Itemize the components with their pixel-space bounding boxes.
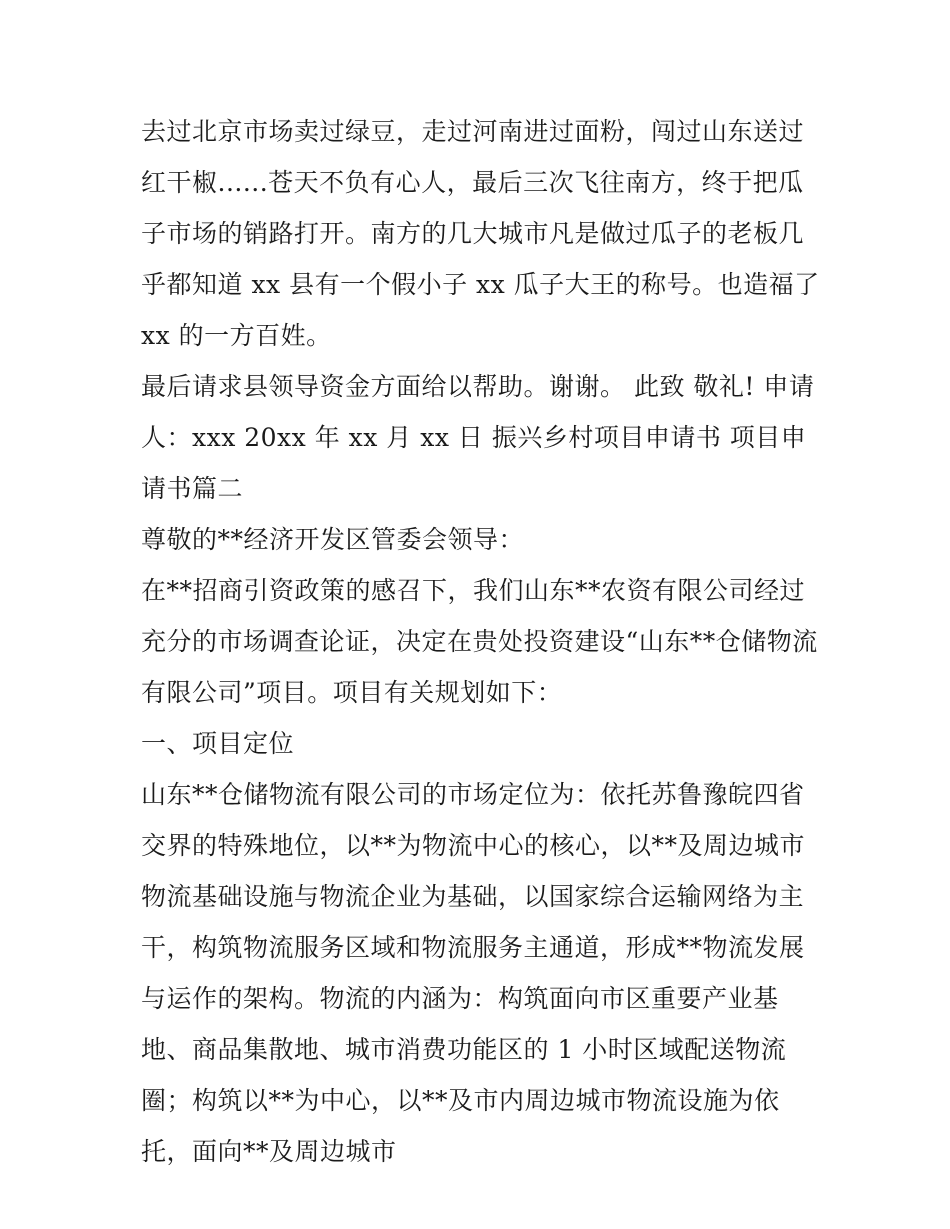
paragraph-market-positioning: 山东**仓储物流有限公司的市场定位为：依托苏鲁豫皖四省交界的特殊地位，以**为物流中心的核心，以**及周边城市物流基础设施与物流企业为基础，以国家综合运输网络为主干，构筑物流服务区域和物流服务主通道，形成**物流发展与运作的架构。物流的内涵为：构筑面向市区重要产业基地、商品集散地、城市消费功能区的 1 小时区域配送物流圈；构筑以**为中心，以**及市内周边城市物流设施为依托，面向**及周边城市: [141, 780, 806, 1166]
paragraph-closing-request: 最后请求县领导资金方面给以帮助。谢谢。 此致 敬礼! 申请人：xxx 20xx 年 xx 月 xx 日 振兴乡村项目申请书 项目申请书篇二: [141, 372, 815, 503]
section-heading-positioning: 一、项目定位: [141, 729, 295, 758]
paragraph-project-intro: 在**招商引资政策的感召下，我们山东**农资有限公司经过充分的市场调查论证，决定在贵处投资建设“山东**仓储物流有限公司”项目。项目有关规划如下：: [141, 576, 818, 707]
paragraph-salutation: 尊敬的**经济开发区管委会领导：: [141, 525, 525, 554]
document-body: [141, 106, 821, 1177]
paragraph-melon-seed-history: 去过北京市场卖过绿豆，走过河南进过面粉，闯过山东送过红干椒......苍天不负有心人，最后三次飞往南方，终于把瓜子市场的销路打开。南方的几大城市凡是做过瓜子的老板几乎都知道 xx 县有一个假小子 xx 瓜子大王的称号。也造福了 xx 的一方百姓。: [141, 117, 820, 350]
